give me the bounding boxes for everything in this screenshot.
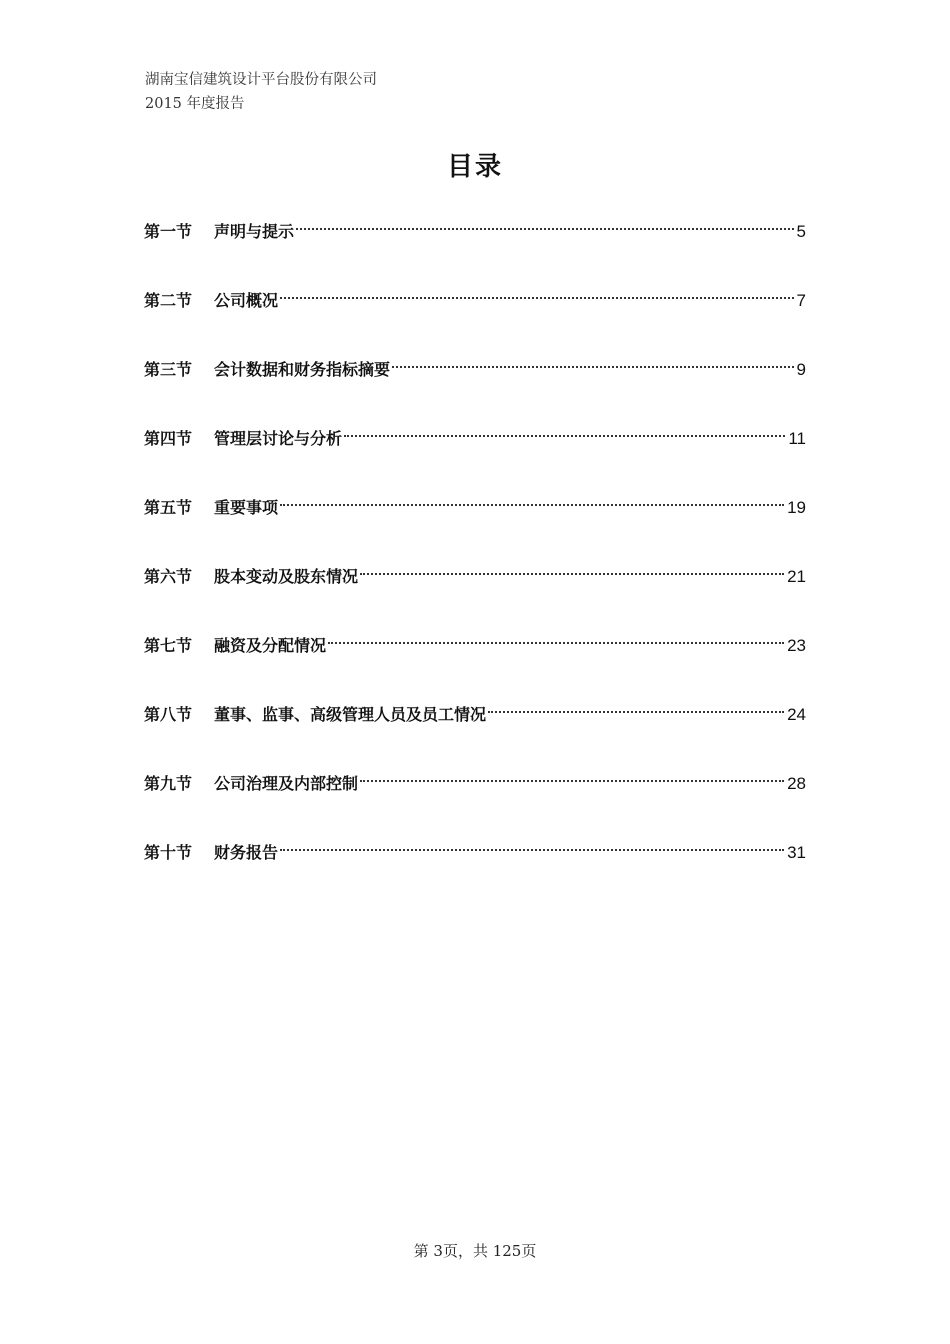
toc-section-number: 第六节: [144, 567, 193, 586]
toc-entry[interactable]: [144, 287, 806, 356]
toc-section-number: 第七节: [144, 636, 193, 655]
toc-entry[interactable]: [144, 839, 806, 908]
toc-page-number: 11: [788, 429, 806, 448]
toc-section-title: 会计数据和财务指标摘要: [214, 360, 391, 379]
toc-page-number: 28: [787, 774, 806, 793]
company-name: 湖南宝信建筑设计平台股份有限公司: [145, 72, 377, 88]
toc-section-number: 第二节: [144, 291, 193, 310]
toc-section-title: 董事、监事、高级管理人员及员工情况: [214, 705, 487, 724]
page-footer: 第 3页，共 125页: [413, 1242, 537, 1260]
toc-entry[interactable]: [144, 701, 806, 770]
toc-dot-leader: [280, 297, 794, 299]
toc-dot-leader: [392, 366, 794, 368]
toc-dot-leader: [360, 780, 784, 782]
toc-page-number: 31: [787, 843, 806, 862]
toc-section-title: 管理层讨论与分析: [214, 429, 343, 448]
toc-dot-leader: [488, 711, 784, 713]
page-title: 目录: [446, 152, 503, 182]
toc-page-number: 9: [796, 360, 806, 379]
toc-entry[interactable]: [144, 632, 806, 701]
toc-dot-leader: [328, 642, 784, 644]
toc-entry[interactable]: [144, 770, 806, 839]
toc-section-title: 股本变动及股东情况: [214, 567, 359, 586]
toc-page-number: 24: [787, 705, 806, 724]
toc-dot-leader: [296, 228, 794, 230]
toc-page-number: 7: [796, 291, 806, 310]
report-name: 2015 年度报告: [145, 96, 245, 112]
toc-entry[interactable]: [144, 563, 806, 632]
toc-section-title: 财务报告: [214, 843, 279, 862]
toc-section-number: 第一节: [144, 222, 193, 241]
toc-section-number: 第五节: [144, 498, 193, 517]
toc-dot-leader: [280, 849, 784, 851]
toc-page-number: 21: [787, 567, 806, 586]
toc-entry[interactable]: [144, 218, 806, 287]
toc-section-number: 第四节: [144, 429, 193, 448]
toc-entry[interactable]: [144, 425, 806, 494]
toc-section-title: 公司概况: [214, 291, 279, 310]
toc-dot-leader: [280, 504, 784, 506]
toc-section-title: 声明与提示: [214, 222, 295, 241]
toc-entry[interactable]: [144, 494, 806, 563]
table-of-contents: [144, 218, 806, 908]
toc-page-number: 23: [787, 636, 806, 655]
toc-dot-leader: [344, 435, 785, 437]
toc-section-number: 第三节: [144, 360, 193, 379]
toc-section-title: 公司治理及内部控制: [214, 774, 359, 793]
toc-dot-leader: [360, 573, 784, 575]
toc-page-number: 19: [787, 498, 806, 517]
toc-entry[interactable]: [144, 356, 806, 425]
toc-section-title: 融资及分配情况: [214, 636, 327, 655]
toc-section-title: 重要事项: [214, 498, 279, 517]
toc-section-number: 第十节: [144, 843, 193, 862]
toc-section-number: 第九节: [144, 774, 193, 793]
page-header: [145, 68, 377, 116]
toc-page-number: 5: [796, 222, 806, 241]
toc-section-number: 第八节: [144, 705, 193, 724]
